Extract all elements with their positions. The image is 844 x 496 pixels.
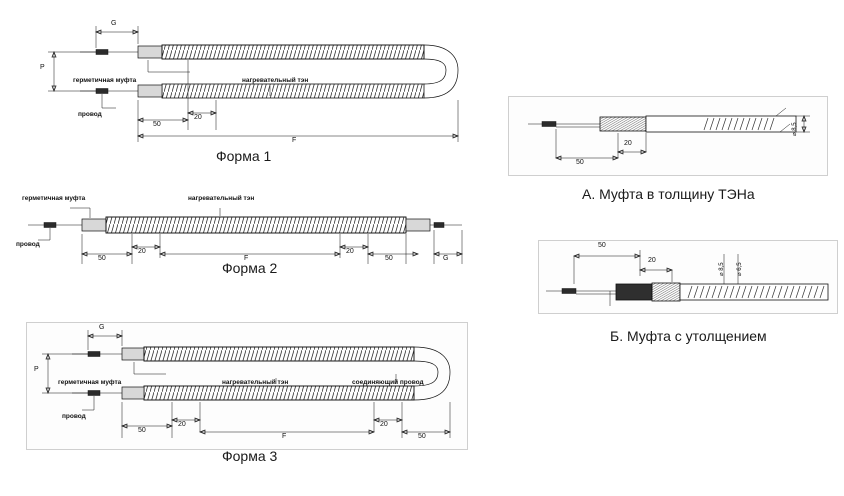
forma2-label-germ: герметичная муфта	[22, 195, 86, 202]
forma3-dim-50a: 50	[138, 427, 146, 434]
diagram-forma-1	[20, 8, 470, 148]
variant-b-dim-50: 50	[598, 242, 606, 249]
forma3-dim-50b: 50	[418, 433, 426, 440]
forma1-dim-50: 50	[153, 121, 161, 128]
diagram-forma-2	[10, 182, 470, 272]
forma1-dim-G: G	[111, 20, 117, 27]
forma3-dim-P: P	[34, 366, 39, 373]
forma2-dim-20a: 20	[138, 248, 146, 255]
forma2-label-ten: нагревательный тэн	[188, 195, 255, 202]
forma3-label-germ: герметичная муфта	[58, 379, 122, 386]
forma1-dim-F: F	[292, 137, 297, 144]
forma3-dim-20a: 20	[178, 421, 186, 428]
forma3-label-ten: нагревательный тэн	[222, 379, 289, 386]
variant-b-dim-20: 20	[648, 257, 656, 264]
forma-2-caption: Форма 2	[222, 260, 278, 276]
diagram-variant-a	[508, 96, 826, 174]
forma3-label-provod: провод	[62, 413, 86, 420]
forma-1-caption: Форма 1	[216, 148, 272, 164]
forma3-dim-G: G	[99, 324, 105, 331]
forma1-label-provod: провод	[78, 111, 102, 118]
forma1-label-germ: герметичная муфта	[73, 77, 137, 84]
forma3-label-soed: соединяющий провод	[352, 379, 424, 386]
forma2-dim-50b: 50	[385, 255, 393, 262]
forma1-dim-20: 20	[194, 114, 202, 121]
diagram-forma-3	[26, 322, 466, 448]
forma2-dim-F: F	[244, 255, 249, 262]
forma2-dim-50a: 50	[98, 255, 106, 262]
diagram-variant-b	[538, 240, 836, 312]
forma-3-caption: Форма 3	[222, 448, 278, 464]
forma2-dim-G: G	[443, 255, 449, 262]
variant-a-caption: А. Муфта в толщину ТЭНа	[582, 186, 755, 202]
variant-a-dim-diameter: ⌀ 8,5	[792, 122, 798, 136]
forma3-dim-20b: 20	[380, 421, 388, 428]
forma2-dim-20b: 20	[346, 248, 354, 255]
forma2-label-provod: провод	[16, 241, 40, 248]
variant-b-dim-diameter-85: ⌀ 8,5	[719, 262, 725, 276]
variant-a-drawing	[508, 96, 826, 174]
variant-b-caption: Б. Муфта с утолщением	[610, 328, 767, 344]
variant-b-drawing	[538, 240, 836, 312]
forma3-dim-F: F	[282, 433, 287, 440]
variant-a-dim-20: 20	[624, 140, 632, 147]
forma1-label-ten: нагревательный тэн	[242, 77, 309, 84]
variant-b-dim-diameter-65: ⌀ 6,5	[737, 262, 743, 276]
variant-a-dim-50: 50	[576, 159, 584, 166]
forma1-dim-P: P	[40, 64, 45, 71]
